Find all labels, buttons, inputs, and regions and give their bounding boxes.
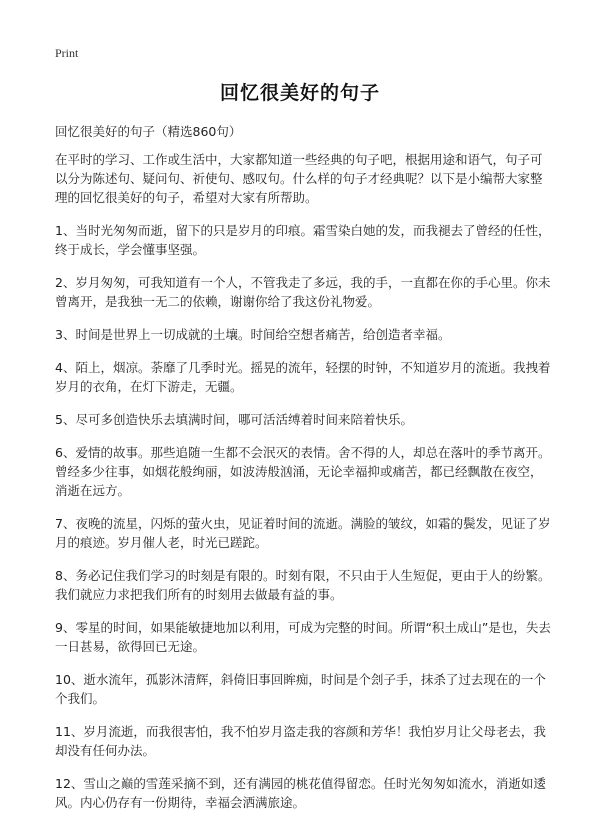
print-link[interactable]: Print bbox=[55, 46, 79, 60]
article-subtitle: 回忆很美好的句子（精选860句） bbox=[55, 124, 242, 139]
sentence-paragraph-4: 4、陌上，烟凉。荼靡了几季时光。摇晃的流年，轻摆的时钟，不知道岁月的流逝。我拽着岁月的衣角，在灯下游走，无疆。 bbox=[55, 360, 551, 394]
sentence-paragraph-1: 1、当时光匆匆而逝，留下的只是岁月的印痕。霜雪染白她的发，而我褪去了曾经的任性，终于成长，学会懂事坚强。 bbox=[55, 223, 551, 257]
sentence-paragraph-5: 5、尽可多创造快乐去填满时间，哪可活活缚着时间来陪着快乐。 bbox=[55, 412, 413, 427]
sentence-paragraph-6: 6、爱情的故事。那些追随一生都不会泯灭的表情。舍不得的人，却总在落叶的季节离开。曾经多少往事，如烟花般绚丽，如波涛般汹涌，无论幸福抑或痛苦，都已经飘散在夜空，消逝在远方。 bbox=[55, 445, 551, 498]
sentence-paragraph-2: 2、岁月匆匆，可我知道有一个人，不管我走了多远，我的手，一直都在你的手心里。你未曾离开，是我独一无二的依赖，谢谢你给了我这份礼物爱。 bbox=[55, 275, 551, 309]
sentence-paragraph-10: 10、逝水流年，孤影沐清辉，斜倚旧事回眸痴，时间是个刽子手，抹杀了过去现在的一个个我们。 bbox=[55, 672, 546, 706]
sentence-paragraph-7: 7、夜晚的流星，闪烁的萤火虫，见证着时间的流逝。满脸的皱纹，如霜的鬓发，见证了岁月的痕迹。岁月催人老，时光已蹉跎。 bbox=[55, 516, 551, 550]
sentence-paragraph-12: 12、雪山之巅的雪莲采摘不到，还有满园的桃花值得留恋。任时光匆匆如流水，消逝如逶风。内心仍存有一份期待，幸福会洒满旅途。 bbox=[55, 776, 546, 810]
article-body bbox=[55, 150, 552, 826]
sentence-paragraph-3: 3、时间是世界上一切成就的土壤。时间给空想者痛苦，给创造者幸福。 bbox=[55, 327, 451, 342]
sentence-paragraph-11: 11、岁月流逝，而我很害怕，我不怕岁月盗走我的容颜和芳华！我怕岁月让父母老去，我却没有任何办法。 bbox=[55, 724, 546, 758]
sentence-paragraph-8: 8、务必记住我们学习的时刻是有限的。时刻有限，不只由于人生短促，更由于人的纷繁。我们就应力求把我们所有的时刻用去做最有益的事。 bbox=[55, 568, 551, 602]
page-title: 回忆很美好的句子 bbox=[219, 82, 380, 104]
sentence-paragraph-9: 9、零星的时间，如果能敏捷地加以利用，可成为完整的时间。所谓“积土成山”是也，失去一日甚易，欲得回已无途。 bbox=[55, 620, 551, 654]
intro-paragraph: 在平时的学习、工作或生活中，大家都知道一些经典的句子吧，根据用途和语气，句子可以分为陈述句、疑问句、祈使句、感叹句。什么样的句子才经典呢？以下是小编帮大家整理的回忆很美好的句子，希望对大家有所帮助。 bbox=[55, 152, 543, 205]
